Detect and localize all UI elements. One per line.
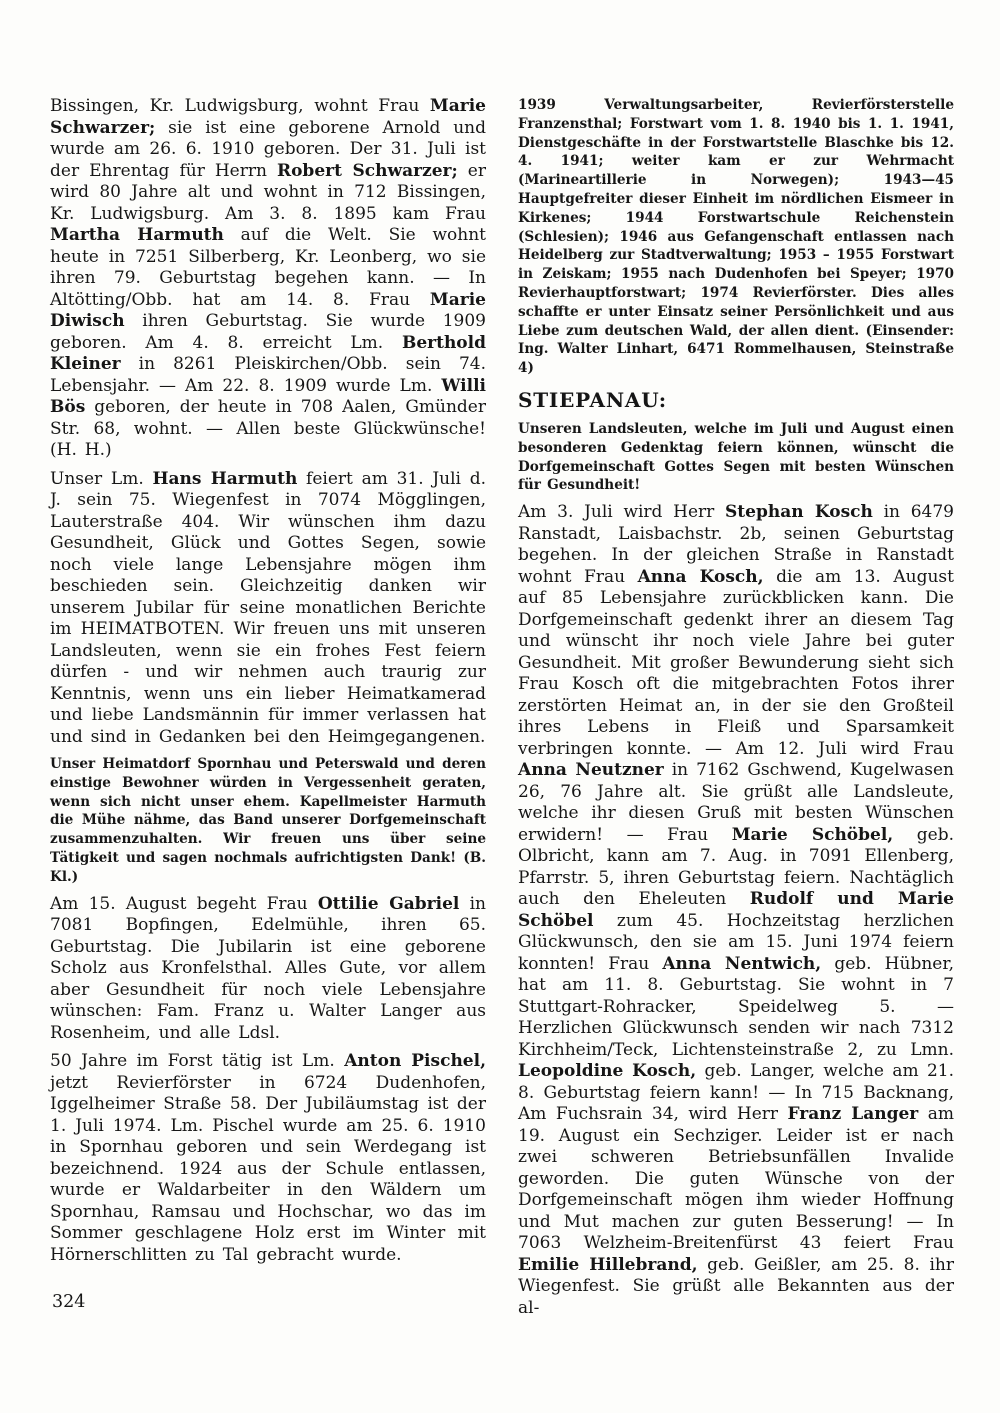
bold-text-run: Leopoldine Kosch, (518, 1061, 697, 1082)
section-heading (518, 388, 954, 412)
paragraph (50, 469, 486, 749)
bold-text-run: STIEPANAU: (518, 387, 667, 412)
bold-text-run: Ottilie Gabriel (317, 893, 460, 914)
bold-text-run: Anna Neutzner (518, 760, 664, 781)
bold-text-run: Anna Kosch, (637, 566, 764, 587)
text-run: geb. Geißler, am 25. 8. ihr Wiegenfest. Sie grüßt alle Bekannten aus der al- (518, 1254, 954, 1318)
text-run: am 19. August ein Sechziger. Leider ist er nach zwei schweren Betriebsunfällen Invalide geworden. Die guten Wünsche von der Dorfgemeinschaft mögen ihm wieder Hoffnung und Mut machen zur guten Besserung! — In 7063 Welzheim-Breitenfürst 43 feiert Frau (518, 1104, 954, 1254)
paragraph (50, 755, 486, 887)
right-column (518, 96, 954, 1326)
paragraph (50, 1051, 486, 1266)
text-columns (50, 96, 954, 1326)
paragraph (518, 96, 954, 378)
text-run: geb. Langer, welche am 21. 8. Geburtstag feiern kann! — In 715 Backnang, Am Fuchsrain 34, wird Herr (518, 1061, 954, 1125)
text-run: ihren Geburtstag. Sie wurde 1909 geboren. Am 4. 8. erreicht Lm. (50, 311, 486, 353)
text-run: Am 15. August begeht Frau (50, 893, 318, 914)
paragraph (518, 502, 954, 1319)
bold-text-run: Emilie Hillebrand, (518, 1254, 698, 1275)
bold-text-run: Martha Harmuth (50, 225, 224, 245)
text-run: Unser Lm. (50, 468, 153, 489)
text-run: geboren, der heute in 708 Aalen, Gmünder Str. 68, wohnt. — Allen beste Glückwünsche! (H. H.) (50, 397, 486, 460)
bold-text-run: Marie Schwarzer; (50, 96, 486, 138)
text-run: die am 13. August auf 85 Lebensjahre zurückblicken kann. Die Dorfgemeinschaft gedenkt ihrer an diesem Tag und wünscht ihr noch viele Jahre bei guter Gesundheit. Mit großer Bewunderung sieht sich Frau Kosch oft die mitgebrachten Fotos ihrer zerstörten Heimat an, in der sie den Großteil ihres Lebens in Fleiß und Sparsamkeit verbringen konnte. — Am 12. Juli wird Frau (518, 566, 954, 759)
text-run: in 6479 Ranstadt, Laisbachstr. 2b, seinen Geburtstag begehen. In der gleichen Straße in Ranstadt wohnt Frau (518, 502, 954, 587)
bold-text-run: Rudolf und Marie Schöbel (518, 889, 954, 931)
text-run: in 7081 Bopfingen, Edelmühle, ihren 65. Geburtstag. Die Jubilarin ist eine geborene Scholz aus Kronfelsthal. Alles Gute, vor allem aber Gesundheit für noch viele Lebensjahre wünschen: Fam. Franz u. Walter Langer aus Rosenheim, und alle Ldsl. (50, 893, 486, 1043)
paragraph (518, 420, 954, 495)
text-run: Unser Heimatdorf Spornhau und Peterswald und deren einstige Bewohner würden in Vergessenheit geraten, wenn sich nicht unser ehem. Kapellmeister Harmuth die Mühe nähme, das Band unserer Dorfgemeinschaft zusammenzuhalten. Wir freuen uns über seine Tätigkeit und sagen nochmals aufrichtigsten Dank! (B. Kl.) (50, 756, 486, 885)
text-run: 1939 Verwaltungsarbeiter, Revierförsterstelle Franzensthal; Forstwart vom 1. 8. 1940 bis 1. 1. 1941, Dienstgeschäfte in der Forstwartstelle Blaschke bis 12. 4. 1941; weiter kam er zur Wehrmacht (Marineartillerie in Norwegen); 1943—45 Hauptgefreiter dieser Einheit im nördlichen Eismeer in Kirkenes; 1944 Forstwartschule Reichenstein (Schlesien); 1946 aus Gefangenschaft entlassen nach Heidelberg zur Stadtverwaltung; 1953 – 1955 Forstwart in Zeiskam; 1955 nach Dudenhofen bei Speyer; 1970 Revierhauptforstwart; 1974 Revierförster. Dies alles schaffte er unter Einsatz seiner Persönlichkeit und aus Liebe zum deutschen Wald, der allen dient. (Einsender: Ing. Walter Linhart, 6471 Rommelhausen, Steinstraße 4) (518, 97, 954, 377)
bold-text-run: Berthold Kleiner (50, 332, 486, 374)
text-run: feiert am 31. Juli d. J. sein 75. Wiegenfest in 7074 Mögglingen, Lauterstraße 404. Wir wünschen ihm dazu Gesundheit, Glück und Gottes Segen, sowie noch viele lange Lebensjahre mögen ihm beschieden sein. Gleichzeitig danken wir unserem Jubilar für seine monatlichen Berichte im HEIMATBOTEN. Wir freuen uns mit unseren Landsleuten, wenn sie ein frohes Fest feiern dürfen - und wir nehmen auch traurig zur Kenntnis, wenn uns ein lieber Heimatkamerad und liebe Landsmännin für immer verlassen hat und sind in Gedanken bei den Heimgegangenen. (50, 468, 487, 747)
text-run: auf die Welt. Sie wohnt heute in 7251 Silberberg, Kr. Leonberg, wo sie ihren 79. Geburtstag begehen kann. — In Altötting/Obb. hat am 14. 8. Frau (50, 225, 486, 310)
text-run: in 7162 Gschwend, Kugelwasen 26, 76 Jahre alt. Sie grüßt alle Landsleute, welche ihr diesen Gruß mit besten Wünschen erwidern! — Frau (518, 760, 954, 845)
text-run: sie ist eine geborene Arnold und wurde am 26. 6. 1910 geboren. Der 31. Juli ist der Ehrentag für Herrn (50, 117, 486, 181)
bold-text-run: Marie Schöbel, (731, 824, 894, 845)
text-run: in 8261 Pleiskirchen/Obb. sein 74. Lebensjahr. — Am 22. 8. 1909 wurde Lm. (50, 354, 486, 396)
bold-text-run: Franz Langer (787, 1104, 919, 1125)
bold-text-run: Stephan Kosch (725, 502, 873, 523)
page-number: 324 (52, 1292, 86, 1312)
bold-text-run: Anton Pischel, (344, 1051, 486, 1072)
text-run: Am 3. Juli wird Herr (518, 502, 726, 523)
text-run: geb. Hübner, hat am 11. 8. Geburtstag. Sie wohnt in 7 Stuttgart-Rohracker, Speidelweg 5. — Herzlichen Glückwunsch senden wir nach 7312 Kirchheim/Teck, Lichtensteinstraße 2, zu Lmn. (518, 953, 955, 1060)
paragraph (50, 894, 486, 1045)
bold-text-run: Hans Harmuth (152, 468, 298, 489)
left-column (50, 96, 486, 1326)
bold-text-run: Marie Diwisch (50, 289, 486, 331)
bold-text-run: Anna Nentwich, (662, 953, 822, 974)
bold-text-run: Robert Schwarzer; (276, 160, 458, 181)
text-run: 50 Jahre im Forst tätig ist Lm. (50, 1051, 345, 1072)
text-run: jetzt Revierförster in 6724 Dudenhofen, Iggelheimer Straße 58. Der Jubiläumstag ist der 1. Juli 1974. Lm. Pischel wurde am 25. 6. 1910 in Spornhau geboren und sein Werdegang ist bezeichnend. 1924 aus der Schule entlassen, wurde er Waldarbeiter in den Wäldern um Spornhau, Ramsau und Hochschar, wo das im Sommer geschlagene Holz erst im Winter mit Hörnerschlitten zu Tal gebracht wurde. (50, 1072, 486, 1265)
paragraph (50, 96, 486, 462)
text-run: er wird 80 Jahre alt und wohnt in 712 Bissingen, Kr. Ludwigsburg. Am 3. 8. 1895 kam Frau (50, 160, 486, 224)
text-run: zum 45. Hochzeitstag herzlichen Glückwunsch, den sie am 15. Juni 1974 feiern konnten! Frau (518, 910, 954, 974)
text-run: Unseren Landsleuten, welche im Juli und August einen besonderen Gedenktag feiern können, wünscht die Dorfgemeinschaft Gottes Segen mit besten Wünschen für Gesundheit! (518, 420, 954, 494)
bold-text-run: Willi Bös (50, 375, 486, 417)
text-run: geb. Olbricht, kann am 7. Aug. in 7091 Ellenberg, Pfarrstr. 5, ihren Geburtstag feiern. Nachtäglich auch den Eheleuten (518, 824, 955, 910)
text-run: Bissingen, Kr. Ludwigsburg, wohnt Frau (50, 96, 430, 116)
